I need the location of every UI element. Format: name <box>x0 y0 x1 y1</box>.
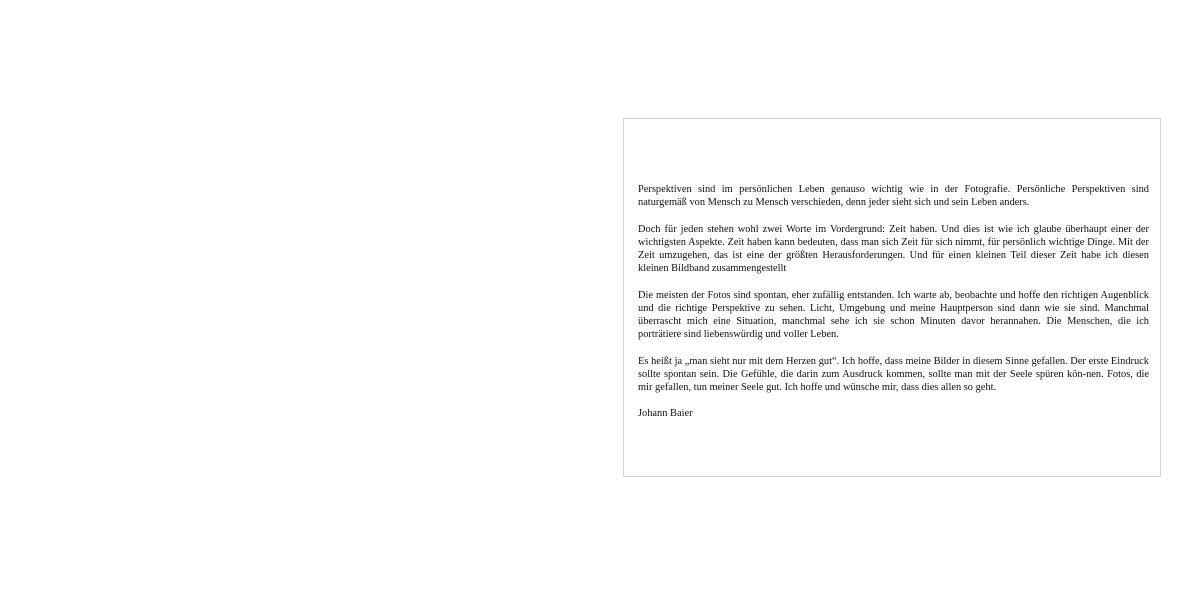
left-page-blank <box>0 0 595 596</box>
foreword-text <box>638 183 1149 421</box>
author-signature: Johann Baier <box>638 408 693 420</box>
paragraph-1: Perspektiven sind im persönlichen Leben genauso wichtig wie in der Fotografie. Persönliche Perspektiven sind naturgemäß von Mensch zu Mensch verschieden, denn jeder sieht sich und sein Leben anders. <box>638 184 1149 209</box>
paragraph-4: Es heißt ja „man sieht nur mit dem Herzen gut“. Ich hoffe, dass meine Bilder in diesem Sinne gefallen. Der erste Eindruck sollte spontan sein. Die Gefühle, die darin zum Ausdruck kommen, sollte man mit der Seele spüren kön-nen. Fotos, die mir gefallen, tun meiner Seele gut. Ich hoffe und wünsche mir, dass dies allen so geht. <box>638 355 1149 393</box>
paragraph-2: Doch für jeden stehen wohl zwei Worte im Vordergrund: Zeit haben. Und dies ist wie ich glaube überhaupt einer der wichtigsten Aspekte. Zeit haben kann bedeuten, dass man sich Zeit für sich nimmt, für persönlich wichtige Dinge. Mit der Zeit umzugehen, das ist eine der größten Herausforderungen. Und für einen kleinen Teil dieser Zeit habe ich diesen kleinen Bildband zusammengestellt <box>638 223 1149 275</box>
paragraph-3: Die meisten der Fotos sind spontan, eher zufällig entstanden. Ich warte ab, beobachte und hoffe den richtigen Augenblick und die richtige Perspektive zu sehen. Licht, Umgebung und meine Hauptperson sind dann wie sie sind. Manchmal überrascht mich eine Situation, manchmal sehe ich sie schon Minuten davor herannahen. Die Menschen, die ich porträtiere sind liebenswürdig und voller Leben. <box>638 289 1149 341</box>
right-page <box>623 118 1161 477</box>
